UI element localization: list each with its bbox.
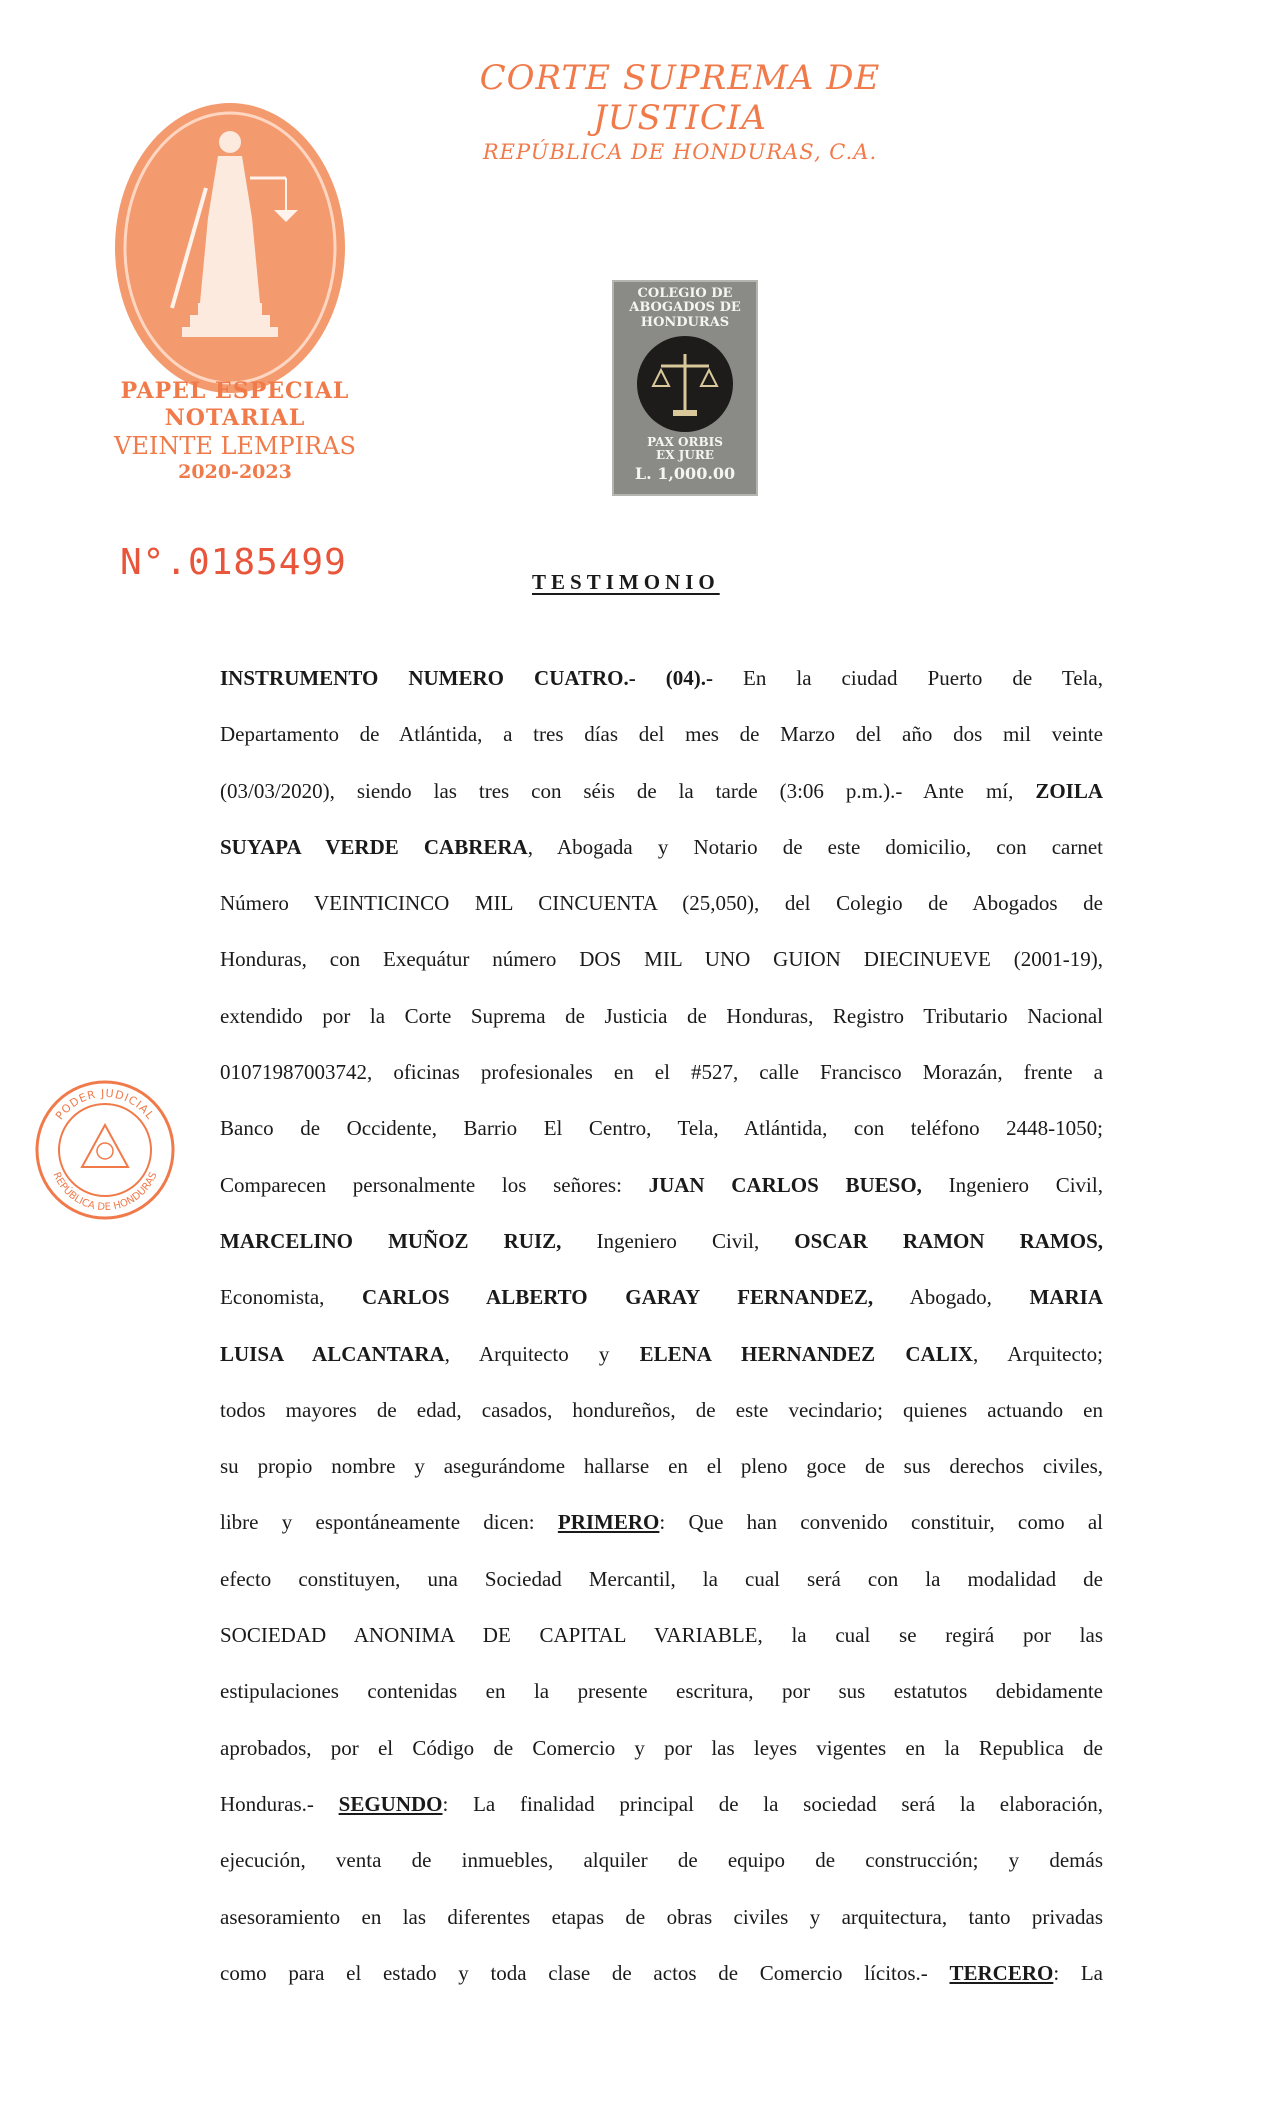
body-text-segment: ejecución, venta de inmuebles, alquiler de equipo de construcción; y demás (220, 1848, 1103, 1873)
body-text-segment: Comparecen personalmente los señores: (220, 1172, 649, 1197)
bold-text: ZOILA (1035, 778, 1103, 803)
body-text-segment: Abogado, (873, 1285, 1030, 1310)
body-line (220, 1044, 1103, 1100)
stamp-motto-2: EX JURE (656, 448, 714, 463)
body-line (220, 1438, 1103, 1494)
body-line (220, 1776, 1103, 1832)
bold-text: MARCELINO MUÑOZ RUIZ, (220, 1228, 562, 1253)
scales-icon (637, 336, 733, 432)
body-text-segment: , Arquitecto; (973, 1341, 1103, 1366)
body-text-segment: Economista, (220, 1285, 363, 1310)
body-line (220, 875, 1103, 931)
paper-line-4: 2020-2023 (178, 460, 292, 483)
bold-text: OSCAR RAMON RAMOS, (794, 1228, 1103, 1253)
body-line (220, 1889, 1103, 1945)
body-text-segment: como para el estado y toda clase de actos de Comercio lícitos.- (220, 1960, 950, 1985)
serial-number: N°.0185499 (120, 542, 347, 583)
body-text-segment: extendido por la Corte Suprema de Justicia de Honduras, Registro Tributario Nacional (220, 1003, 1103, 1028)
seal-top-text: PODER JUDICIAL (53, 1086, 157, 1123)
body-line (220, 763, 1103, 819)
body-line (220, 1607, 1103, 1663)
bold-text: PRIMERO (557, 1510, 660, 1535)
body-line (220, 1663, 1103, 1719)
body-text-segment: : La finalidad principal de la sociedad será la elaboración, (442, 1791, 1103, 1816)
body-line (220, 1326, 1103, 1382)
body-line (220, 1157, 1103, 1213)
bold-text: LUISA ALCANTARA (220, 1341, 445, 1366)
bold-text: MARIA (1029, 1285, 1104, 1310)
body-text-segment: : La (1053, 1960, 1103, 1985)
body-line (220, 1832, 1103, 1888)
court-name: CORTE SUPREMA DE JUSTICIA (479, 58, 881, 138)
body-text-segment: Banco de Occidente, Barrio El Centro, Tela, Atlántida, con teléfono 2448-1050; (220, 1116, 1103, 1141)
paper-line-3: VEINTE LEMPIRAS (114, 431, 356, 460)
body-text-segment: , Arquitecto y (444, 1341, 640, 1366)
body-text-segment: todos mayores de edad, casados, hondureños, de este vecindario; quienes actuando en (220, 1397, 1103, 1422)
lady-justice-seal-icon (110, 98, 350, 398)
body-text-segment: Ingeniero Civil, (921, 1172, 1103, 1197)
body-line (220, 1100, 1103, 1156)
body-text-segment: En la ciudad Puerto de Tela, (712, 666, 1103, 690)
body-line (220, 1720, 1103, 1776)
document-title: TESTIMONIO (532, 570, 720, 594)
body-text-segment: Departamento de Atlántida, a tres días del mes de Marzo del año dos mil veinte (220, 722, 1103, 747)
body-text-segment: aprobados, por el Código de Comercio y por las leyes vigentes en la Republica de (220, 1735, 1103, 1760)
body-text-segment: Honduras.- (220, 1791, 339, 1816)
body-text-segment: su propio nombre y asegurándome hallarse en el pleno goce de sus derechos civiles, (220, 1454, 1103, 1479)
bar-association-stamp (614, 282, 756, 494)
body-text-segment: 01071987003742, oficinas profesionales en el #527, calle Francisco Morazán, frente a (220, 1060, 1103, 1085)
body-text-segment: Ingeniero Civil, (561, 1228, 795, 1253)
body-text-segment: (03/03/2020), siendo las tres con séis de la tarde (3:06 p.m.).- Ante mí, (220, 778, 1036, 803)
body-line (220, 1382, 1103, 1438)
body-text-segment: libre y espontáneamente dicen: (220, 1510, 558, 1535)
body-line (220, 1945, 1103, 2001)
bold-text: CARLOS ALBERTO GARAY FERNANDEZ, (362, 1285, 874, 1310)
body-text-segment: SOCIEDAD ANONIMA DE CAPITAL VARIABLE, la cual se regirá por las (220, 1623, 1103, 1648)
notarial-paper-label (90, 378, 380, 484)
body-line (220, 706, 1103, 762)
bold-text: SUYAPA VERDE CABRERA (220, 834, 528, 859)
body-line (220, 1551, 1103, 1607)
court-header (420, 58, 940, 164)
bold-text: SEGUNDO (338, 1791, 443, 1816)
body-line (220, 1494, 1103, 1550)
bold-text: INSTRUMENTO NUMERO CUATRO.- (04).- (220, 666, 713, 690)
republic-name: REPÚBLICA DE HONDURAS, C.A. (482, 140, 878, 164)
paper-line-1: PAPEL ESPECIAL (120, 378, 350, 404)
body-text-segment: Número VEINTICINCO MIL CINCUENTA (25,050), del Colegio de Abogados de (220, 891, 1103, 916)
body-line (220, 1269, 1103, 1325)
stamp-motto-1: PAX ORBIS (647, 434, 723, 449)
bold-text: JUAN CARLOS BUESO, (648, 1172, 922, 1197)
stamp-issuer: COLEGIO DE ABOGADOS DE HONDURAS (629, 286, 741, 330)
bold-text: TERCERO (949, 1960, 1054, 1985)
body-text-segment: estipulaciones contenidas en la presente escritura, por sus estatutos debidamente (220, 1679, 1103, 1704)
body-text-segment: asesoramiento en las diferentes etapas de obras civiles y arquitectura, tanto privadas (220, 1904, 1103, 1929)
judicial-seal-icon (30, 1075, 180, 1225)
body-text-segment: efecto constituyen, una Sociedad Mercantil, la cual será con la modalidad de (220, 1566, 1103, 1591)
body-line (220, 931, 1103, 987)
seal-bottom-text: REPÚBLICA DE HONDURAS (50, 1170, 160, 1214)
body-line (220, 819, 1103, 875)
paper-line-2: NOTARIAL (164, 404, 306, 431)
body-text-segment: Honduras, con Exequátur número DOS MIL UNO GUION DIECINUEVE (2001-19), (220, 947, 1103, 972)
bold-text: ELENA HERNANDEZ CALIX (639, 1341, 974, 1366)
body-line (220, 988, 1103, 1044)
body-text-segment: : Que han convenido constituir, como al (659, 1510, 1103, 1535)
body-line (220, 650, 1103, 706)
stamp-price: L. 1,000.00 (634, 464, 736, 484)
document-body (220, 650, 1103, 2001)
body-text-segment: , Abogada y Notario de este domicilio, con carnet (527, 834, 1104, 859)
body-line (220, 1213, 1103, 1269)
